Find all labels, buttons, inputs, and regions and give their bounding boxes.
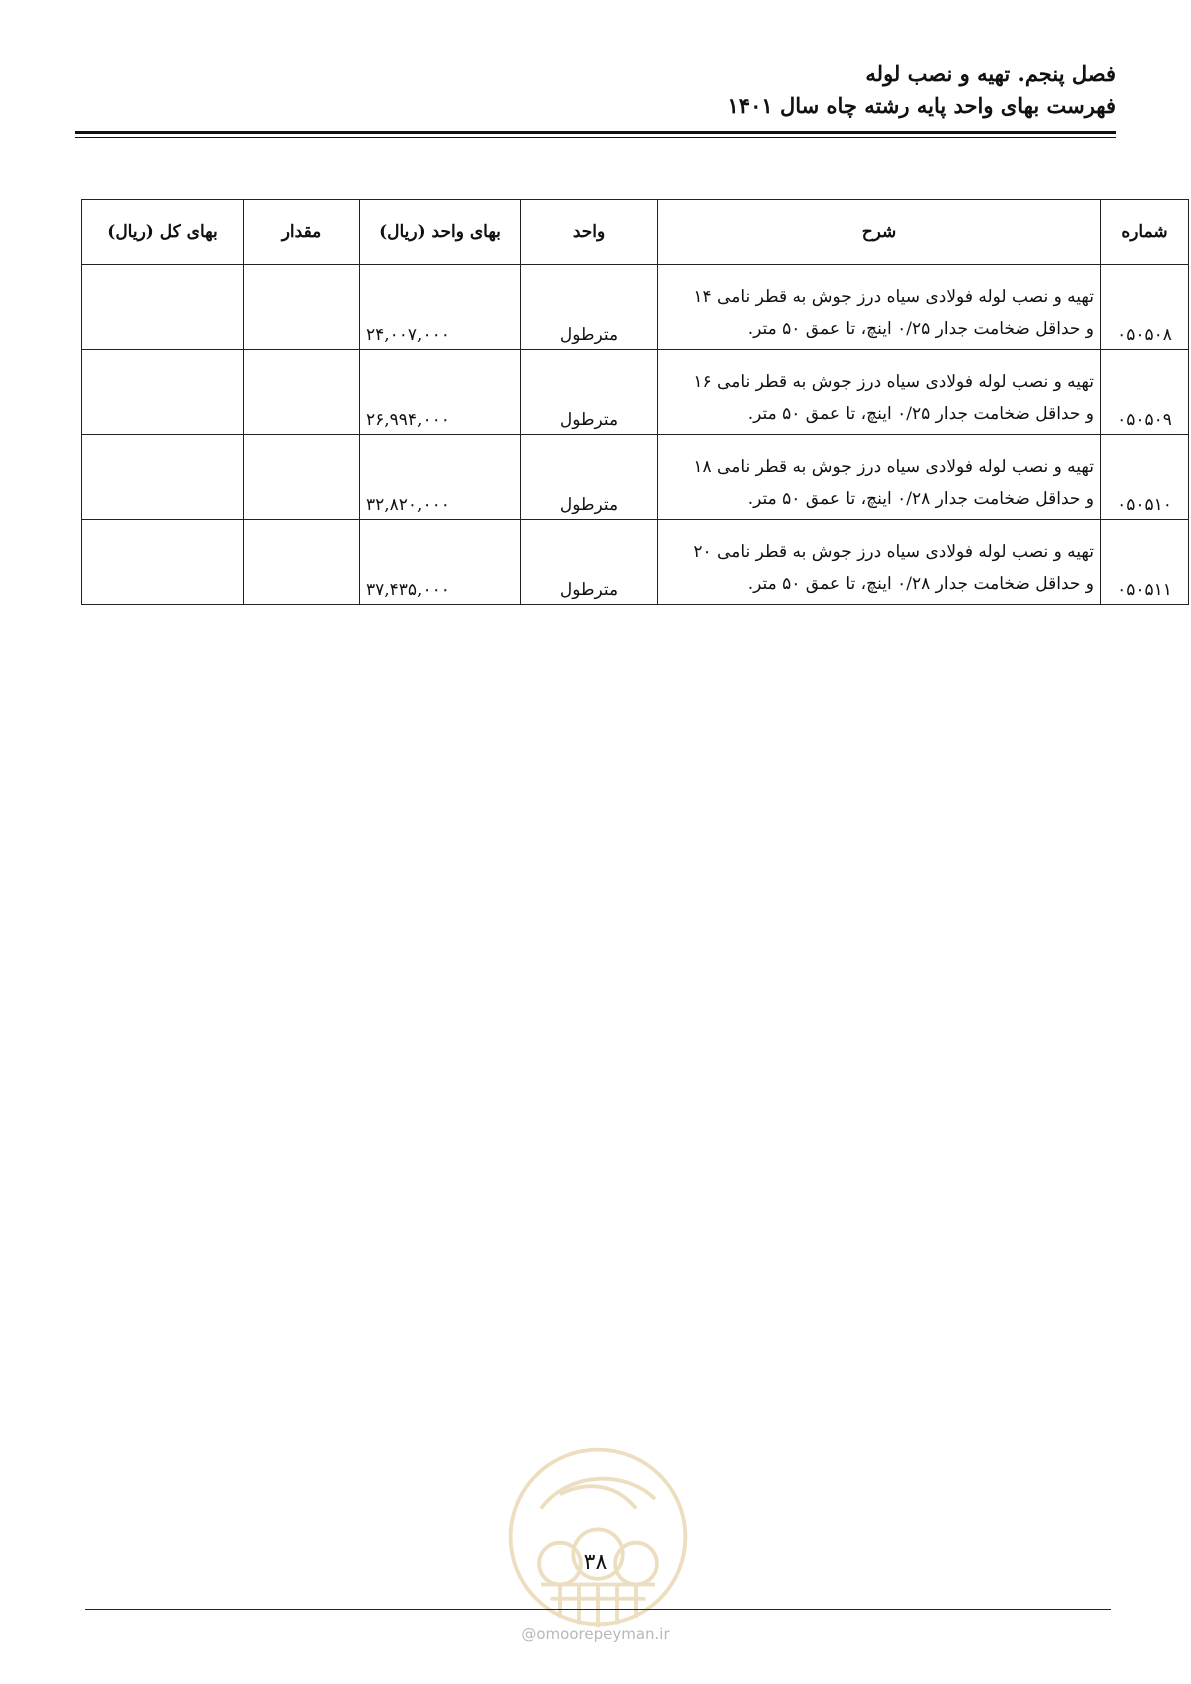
- chapter-title: فصل پنجم. تهیه و نصب لوله: [865, 61, 1116, 86]
- row-desc-line2: و حداقل ضخامت جدار ۰/۲۸ اینچ، تا عمق ۵۰ متر.: [747, 489, 1094, 509]
- header-desc: شرح: [658, 200, 1101, 265]
- row-num: ۰۵۰۵۰۹: [1101, 350, 1189, 435]
- header-unit-price: بهای واحد (ریال): [360, 200, 521, 265]
- row-unit: مترطول: [521, 350, 658, 435]
- row-qty: [244, 435, 360, 520]
- row-num: ۰۵۰۵۰۸: [1101, 265, 1189, 350]
- header-rule-thick: [75, 131, 1116, 134]
- row-qty: [244, 265, 360, 350]
- row-qty: [244, 350, 360, 435]
- row-unit-price: ۲۴,۰۰۷,۰۰۰: [360, 265, 521, 350]
- row-unit-price: ۲۶,۹۹۴,۰۰۰: [360, 350, 521, 435]
- table-row: [82, 435, 1189, 520]
- watermark-logo-icon: [503, 1442, 693, 1632]
- row-total: [82, 350, 244, 435]
- row-qty: [244, 520, 360, 605]
- row-desc-line1: تهیه و نصب لوله فولادی سیاه درز جوش به قطر نامی ۱۴: [693, 287, 1094, 307]
- row-total: [82, 435, 244, 520]
- document-title: فهرست بهای واحد پایه رشته چاه سال ۱۴۰۱: [727, 93, 1116, 118]
- row-num: ۰۵۰۵۱۰: [1101, 435, 1189, 520]
- row-unit-price: ۳۷,۴۳۵,۰۰۰: [360, 520, 521, 605]
- row-desc-line2: و حداقل ضخامت جدار ۰/۲۵ اینچ، تا عمق ۵۰ متر.: [747, 319, 1094, 339]
- row-total: [82, 520, 244, 605]
- row-total: [82, 265, 244, 350]
- page-header: [75, 58, 1116, 122]
- table-row: [82, 265, 1189, 350]
- header-qty: مقدار: [244, 200, 360, 265]
- row-unit-price: ۳۲,۸۲۰,۰۰۰: [360, 435, 521, 520]
- footer-rule: [85, 1609, 1111, 1610]
- header-unit: واحد: [521, 200, 658, 265]
- row-desc: [658, 520, 1101, 605]
- table-row: [82, 520, 1189, 605]
- row-num: ۰۵۰۵۱۱: [1101, 520, 1189, 605]
- header-num: شماره: [1101, 200, 1189, 265]
- row-desc-line1: تهیه و نصب لوله فولادی سیاه درز جوش به قطر نامی ۲۰: [693, 542, 1094, 562]
- row-desc: [658, 265, 1101, 350]
- site-watermark: @omoorepeyman.ir: [521, 1625, 670, 1643]
- row-unit: مترطول: [521, 435, 658, 520]
- price-table: [81, 199, 1189, 605]
- page-number: ۳۸: [583, 1550, 608, 1575]
- row-desc: [658, 350, 1101, 435]
- header-rule-thin: [75, 137, 1116, 138]
- row-unit: مترطول: [521, 265, 658, 350]
- row-desc-line1: تهیه و نصب لوله فولادی سیاه درز جوش به قطر نامی ۱۶: [693, 372, 1094, 392]
- row-desc-line1: تهیه و نصب لوله فولادی سیاه درز جوش به قطر نامی ۱۸: [693, 457, 1094, 477]
- row-desc-line2: و حداقل ضخامت جدار ۰/۲۵ اینچ، تا عمق ۵۰ متر.: [747, 404, 1094, 424]
- row-desc: [658, 435, 1101, 520]
- row-unit: مترطول: [521, 520, 658, 605]
- table-row: [82, 350, 1189, 435]
- row-desc-line2: و حداقل ضخامت جدار ۰/۲۸ اینچ، تا عمق ۵۰ متر.: [747, 574, 1094, 594]
- header-total: بهای کل (ریال): [82, 200, 244, 265]
- table-header-row: [82, 200, 1189, 265]
